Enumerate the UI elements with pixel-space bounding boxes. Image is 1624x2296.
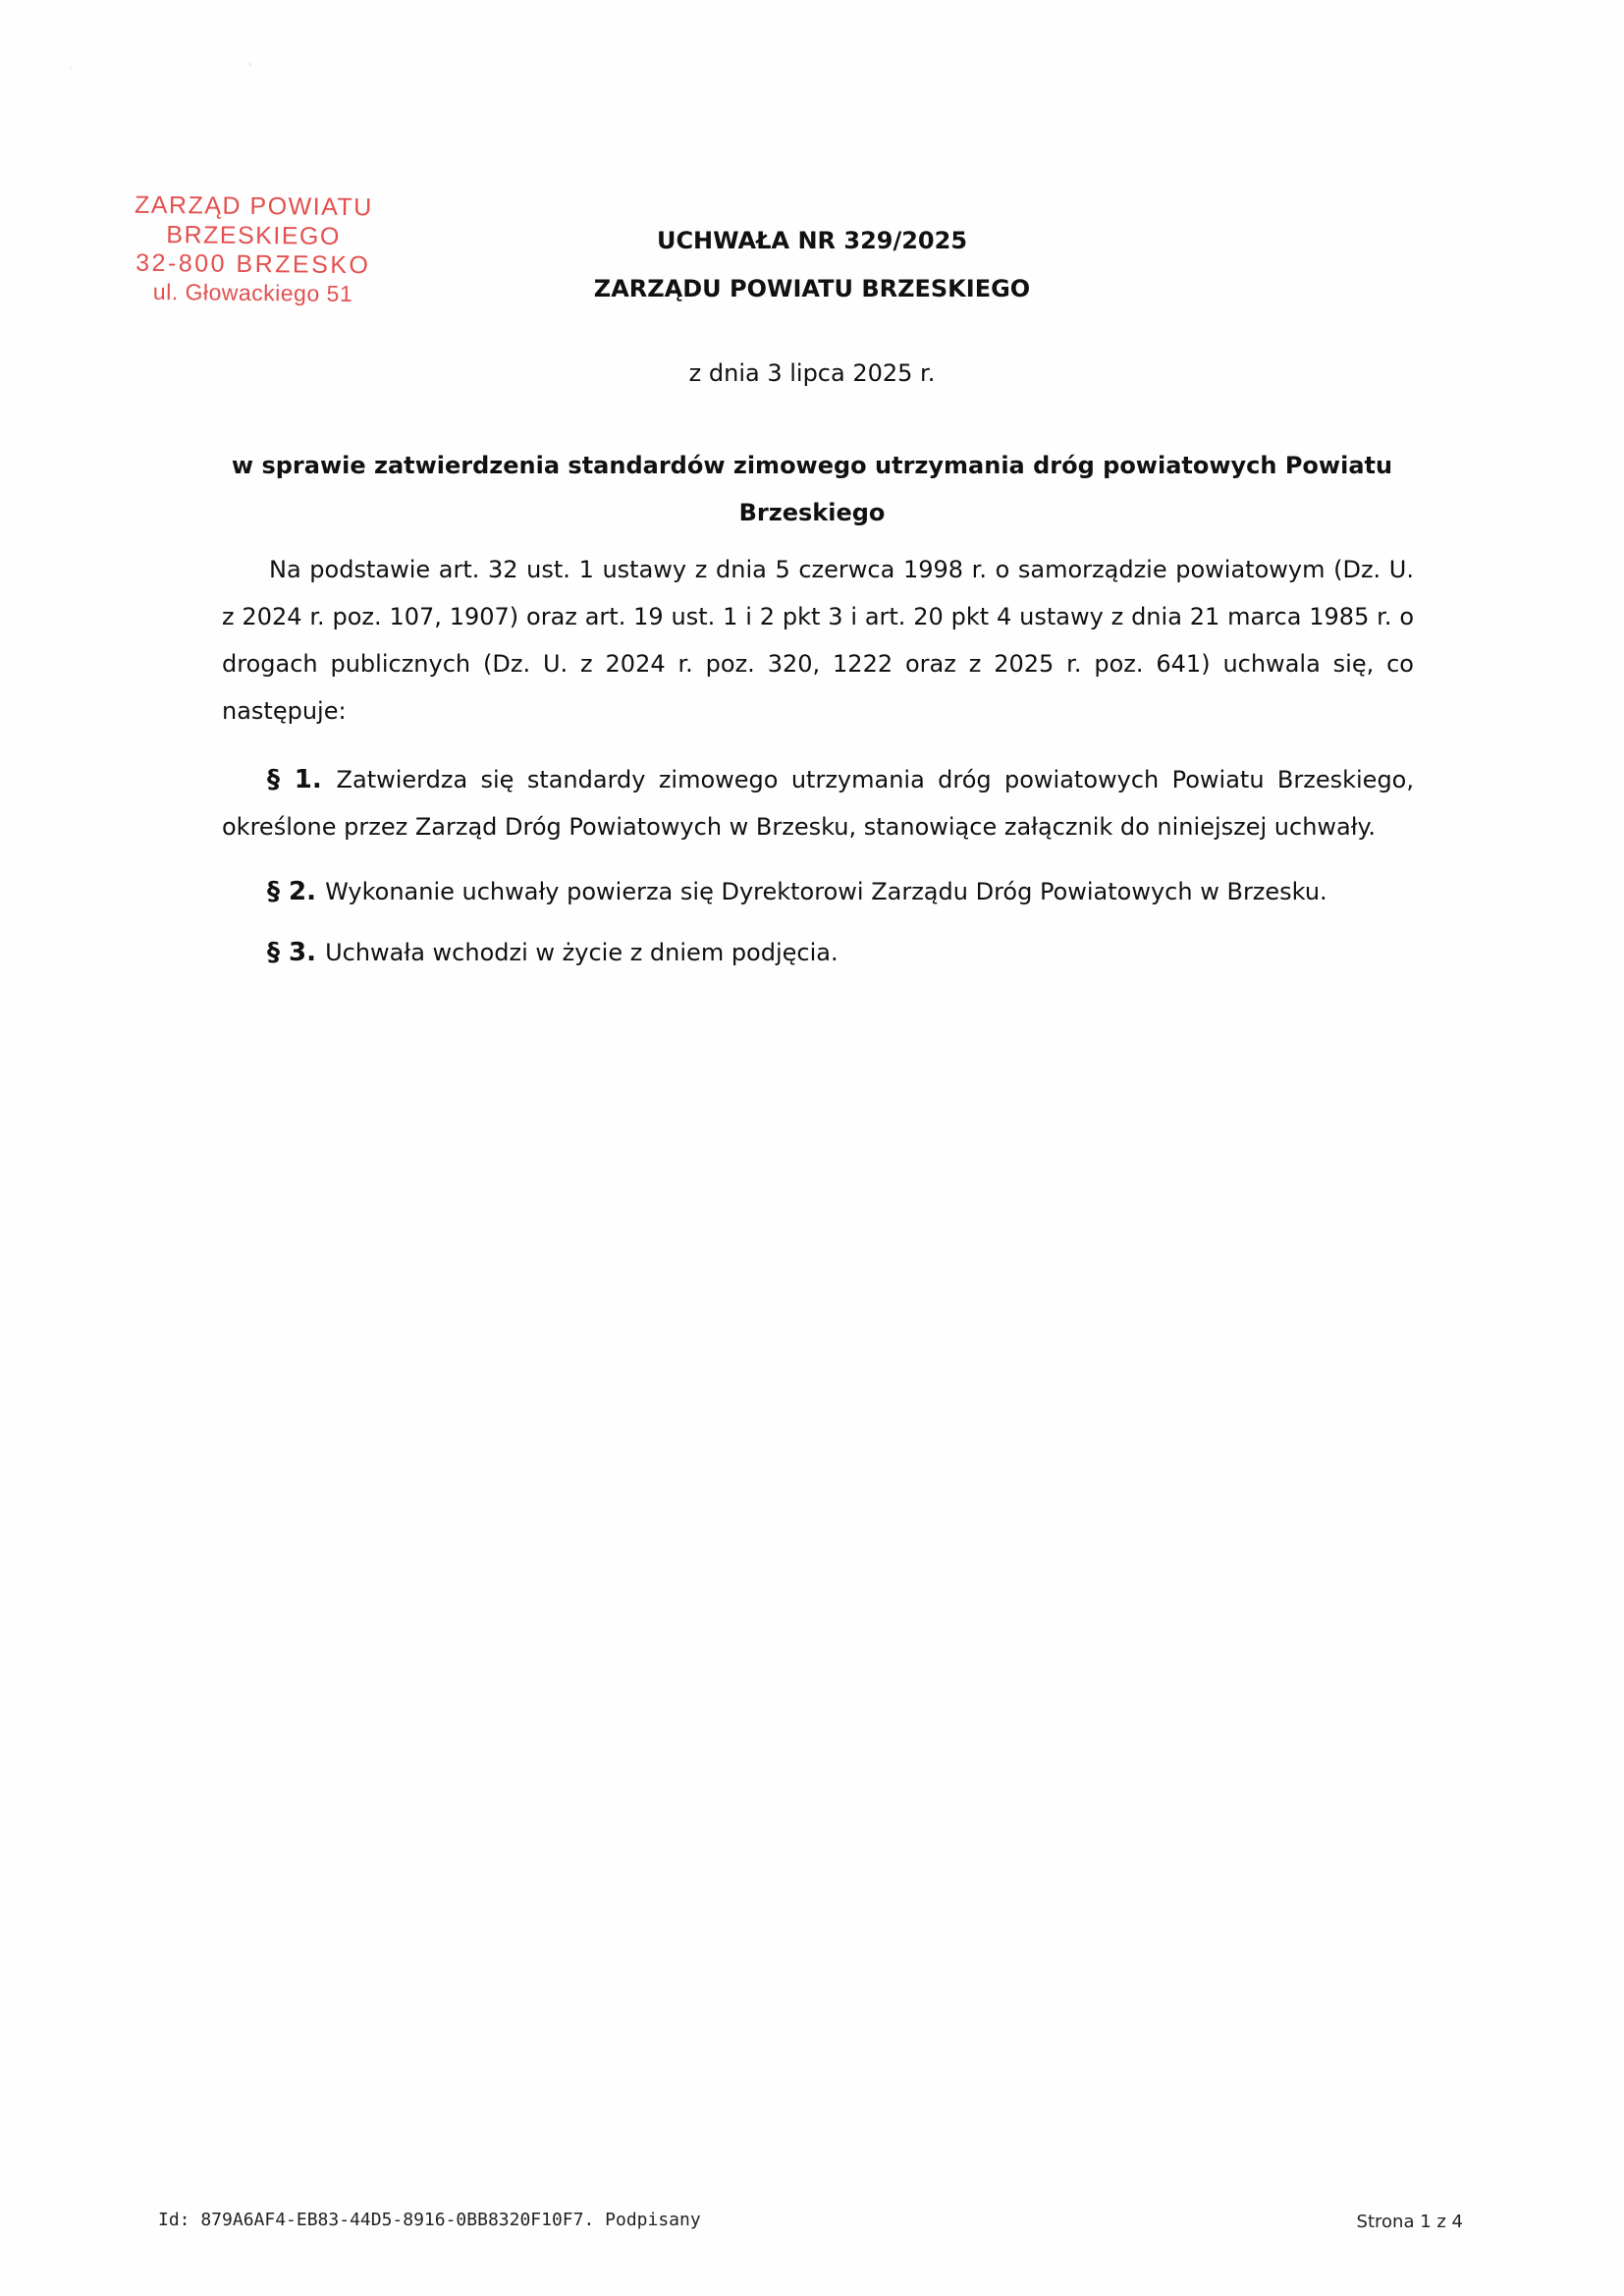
section-text: Uchwała wchodzi w życie z dniem podjęcia. [325, 939, 839, 966]
stamp-line-name: ZARZĄD POWIATU BRZESKIEGO [134, 191, 373, 250]
section-label: § 1. [267, 765, 337, 794]
resolution-number: UCHWAŁA NR 329/2025 [656, 227, 968, 254]
legal-basis-paragraph: Na podstawie art. 32 ust. 1 ustawy z dnia 5 czerwca 1998 r. o samorządzie powiatowym (Dz. U. z 2024 r. poz. 107, 1907) oraz art. 19 ust. 1 i 2 pkt 3 i art. 20 pkt 4 ustawy z dnia 21 marca 1985 r. o drogach publicznych (Dz. U. z 2024 r. poz. 320, 1222 oraz z 2025 r. poz. 641) uchwala się, co następuje: [222, 556, 1414, 725]
resolution-date: z dnia 3 lipca 2025 r. [688, 359, 936, 387]
section-2 [222, 868, 1414, 915]
document-id-footer: Id: 879A6AF4-EB83-44D5-8916-0BB8320F10F7. Podpisany [158, 2210, 701, 2230]
resolution-subject: w sprawie zatwierdzenia standardów zimowego utrzymania dróg powiatowych Powiatu Brzeskiego [231, 452, 1393, 526]
section-3 [222, 929, 1414, 976]
scan-artifact: · ' [69, 61, 252, 75]
issuing-authority: ZARZĄDU POWIATU BRZESKIEGO [593, 275, 1031, 302]
stamp-line-postal: 32-800 BRZESKO [135, 248, 371, 280]
section-1 [222, 756, 1414, 850]
section-text: Wykonanie uchwały powierza się Dyrektorowi Zarządu Dróg Powiatowych w Brzesku. [325, 878, 1327, 905]
section-label: § 3. [267, 938, 326, 967]
section-text: Zatwierdza się standardy zimowego utrzymania dróg powiatowych Powiatu Brzeskiego, określone przez Zarząd Dróg Powiatowych w Brzesku, stanowiące załącznik do niniejszej uchwały. [222, 766, 1414, 841]
page-number-footer: Strona 1 z 4 [1356, 2212, 1463, 2232]
section-label: § 2. [267, 877, 326, 906]
stamp-line-street: ul. Głowackiego 51 [152, 278, 353, 306]
